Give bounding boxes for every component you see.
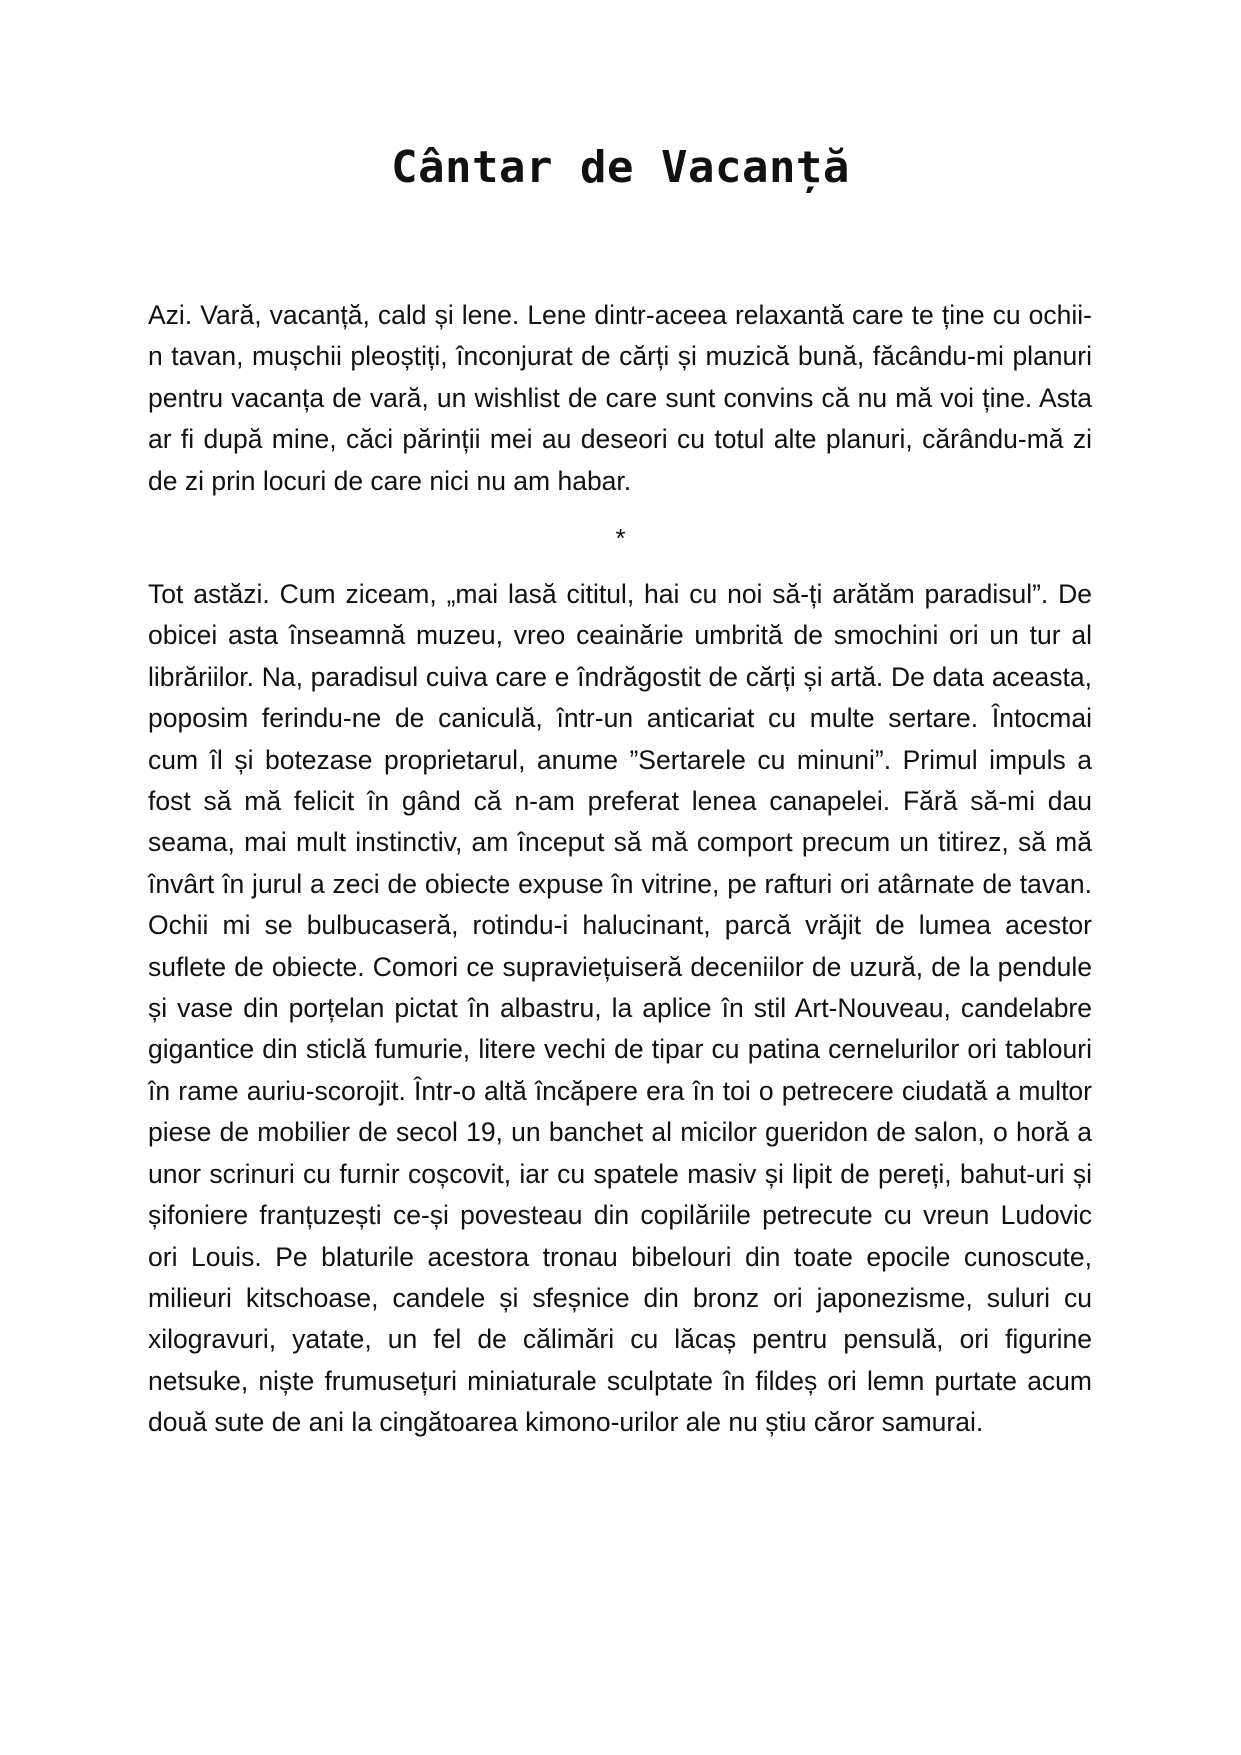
paragraph-2: Tot astăzi. Cum ziceam, „mai lasă cititul, hai cu noi să-ți arătăm paradisul”. De obicei asta înseamnă muzeu, vreo ceainărie umbrită de smochini ori un tur al librăriilor. Na, paradisul cuiva care e îndrăgostit de cărți și artă. De data aceasta, poposim ferindu-ne de caniculă, într-un anticariat cu multe sertare. Întocmai cum îl și botezase proprietarul, anume ”Sertarele cu minuni”. Primul impuls a fost să mă felicit în gând că n-am preferat lenea canapelei. Fără să-mi dau seama, mai mult instinctiv, am început să mă comport precum un titirez, să mă învârt în jurul a zeci de obiecte expuse în vitrine, pe rafturi ori atârnate de tavan. Ochii mi se bulbucaseră, rotindu-i halucinant, parcă vrăjit de lumea acestor suflete de obiecte. Comori ce supraviețuiseră deceniilor de uzură, de la pendule și vase din porțelan pictat în albastru, la aplice în stil Art-Nouveau, candelabre gigantice din sticlă fumurie, litere vechi de tipar cu patina cernelurilor ori tablouri în rame auriu-scorojit. Într-o altă încăpere era în toi o petrecere ciudată a multor piese de mobilier de secol 19, un banchet al micilor gueridon de salon, o horă a unor scrinuri cu furnir coșcovit, iar cu spatele masiv și lipit de pereți, bahut-uri și șifoniere franțuzești ce-și povesteau din copilăriile petrecute cu vreun Ludovic ori Louis. Pe blaturile acestora tronau bibelouri din toate epocile cunoscute, milieuri kitschoase, candele și sfeșnice din bronz ori japonezisme, suluri cu xilogravuri, yatate, un fel de călimări cu lăcaș pentru pensulă, ori figurine netsuke, niște frumusețuri miniaturale sculptate în fildeș ori lemn purtate acum două sute de ani la cingătoarea kimono-urilor ale nu știu căror samurai. [148,579,1092,1438]
paragraph-1: Azi. Vară, vacanță, cald și lene. Lene dintr-aceea relaxantă care te ține cu ochii-n tavan, mușchii pleoștiți, înconjurat de cărți și muzică bună, făcându-mi planuri pentru vacanța de vară, un wishlist de care sunt convins că nu mă voi ține. Asta ar fi după mine, căci părinții mei au deseori cu totul alte planuri, cărându-mă zi de zi prin locuri de care nici nu am habar. [148,300,1092,496]
section-separator: * [615,523,626,553]
document-title: Cântar de Vacanță [391,142,850,193]
